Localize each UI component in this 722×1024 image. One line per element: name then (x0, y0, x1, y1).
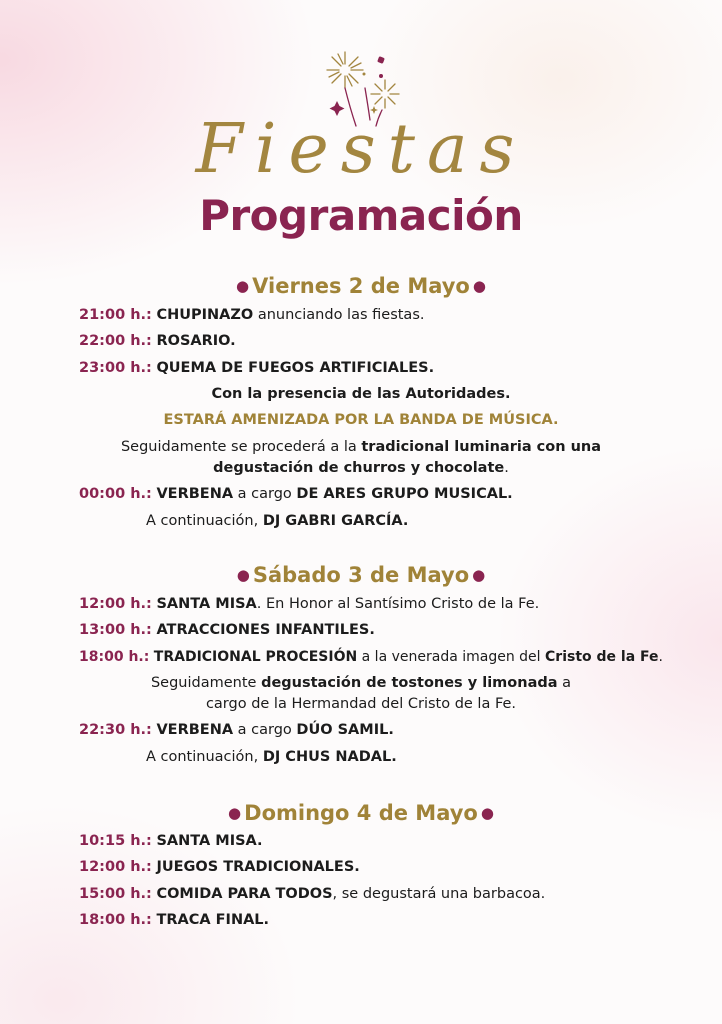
event-time: 00:00 h.: (79, 486, 152, 502)
dot-icon: ● (472, 277, 486, 295)
note-tostones-line1: Seguidamente degustación de tostones y limonada a (150, 675, 572, 691)
event-title: CHUPINAZO (156, 307, 254, 323)
dot-icon: ● (228, 804, 242, 822)
event-line (79, 831, 263, 851)
event-time: 10:15 h.: (79, 833, 152, 849)
note-luminaria-line1: Seguidamente se procederá a la tradicional luminaria con una (120, 439, 602, 455)
note-luminaria-line2: degustación de churros y chocolate. (213, 460, 509, 476)
event-time: 15:00 h.: (79, 886, 152, 902)
event-time: 22:00 h.: (79, 333, 152, 349)
note-authorities: Con la presencia de las Autoridades. (211, 386, 511, 402)
dot-icon: ● (236, 566, 250, 584)
event-time: 12:00 h.: (79, 596, 152, 612)
event-line (79, 305, 424, 325)
event-title: TRACA FINAL. (156, 912, 270, 928)
note-band: ESTARÁ AMENIZADA POR LA BANDA DE MÚSICA. (163, 412, 559, 428)
dot-icon: ● (480, 804, 494, 822)
event-line (79, 857, 360, 877)
event-title: ROSARIO. (156, 333, 236, 349)
note-tostones-line2: cargo de la Hermandad del Cristo de la Fe. (205, 696, 517, 712)
event-line (79, 594, 539, 614)
event-title: ATRACCIONES INFANTILES. (156, 622, 375, 638)
day-heading-viernes: ● Viernes 2 de Mayo ● (0, 272, 722, 300)
event-title: SANTA MISA. (156, 833, 263, 849)
fiestas-script-title: Fiestas (195, 110, 527, 189)
event-detail: anunciando las fiestas. (253, 307, 425, 323)
event-detail: . En Honor al Santísimo Cristo de la Fe. (256, 596, 540, 612)
event-line (79, 331, 236, 351)
event-line (79, 358, 434, 378)
event-title: QUEMA DE FUEGOS ARTIFICIALES. (156, 360, 435, 376)
day-heading-domingo: ● Domingo 4 de Mayo ● (0, 799, 722, 827)
event-line-verbena: 22:30 h.: VERBENA a cargo DÚO SAMIL. (79, 722, 394, 738)
day-heading-sabado: ● Sábado 3 de Mayo ● (0, 561, 722, 589)
event-time: 22:30 h.: (79, 722, 152, 738)
event-time: 18:00 h.: (79, 649, 150, 665)
dj-line: A continuación, DJ CHUS NADAL. (146, 749, 397, 765)
event-time: 21:00 h.: (79, 307, 152, 323)
dot-icon: ● (472, 566, 486, 584)
dot-icon: ● (236, 277, 250, 295)
event-time: 12:00 h.: (79, 859, 152, 875)
event-title: COMIDA PARA TODOS (156, 886, 333, 902)
event-title: JUEGOS TRADICIONALES. (156, 859, 360, 875)
event-time: 18:00 h.: (79, 912, 152, 928)
dj-line: A continuación, DJ GABRI GARCÍA. (146, 513, 409, 529)
event-line (79, 620, 375, 640)
event-line-verbena: 00:00 h.: VERBENA a cargo DE ARES GRUPO MUSICAL. (79, 486, 513, 502)
event-time: 23:00 h.: (79, 360, 152, 376)
event-line (79, 884, 545, 904)
event-line (79, 910, 269, 930)
event-title: SANTA MISA (156, 596, 257, 612)
page-title: Programación (199, 191, 523, 240)
event-detail: , se degustará una barbacoa. (332, 886, 546, 902)
event-time: 13:00 h.: (79, 622, 152, 638)
event-line-procesion: 18:00 h.: TRADICIONAL PROCESIÓN a la venerada imagen del Cristo de la Fe. (79, 649, 663, 665)
